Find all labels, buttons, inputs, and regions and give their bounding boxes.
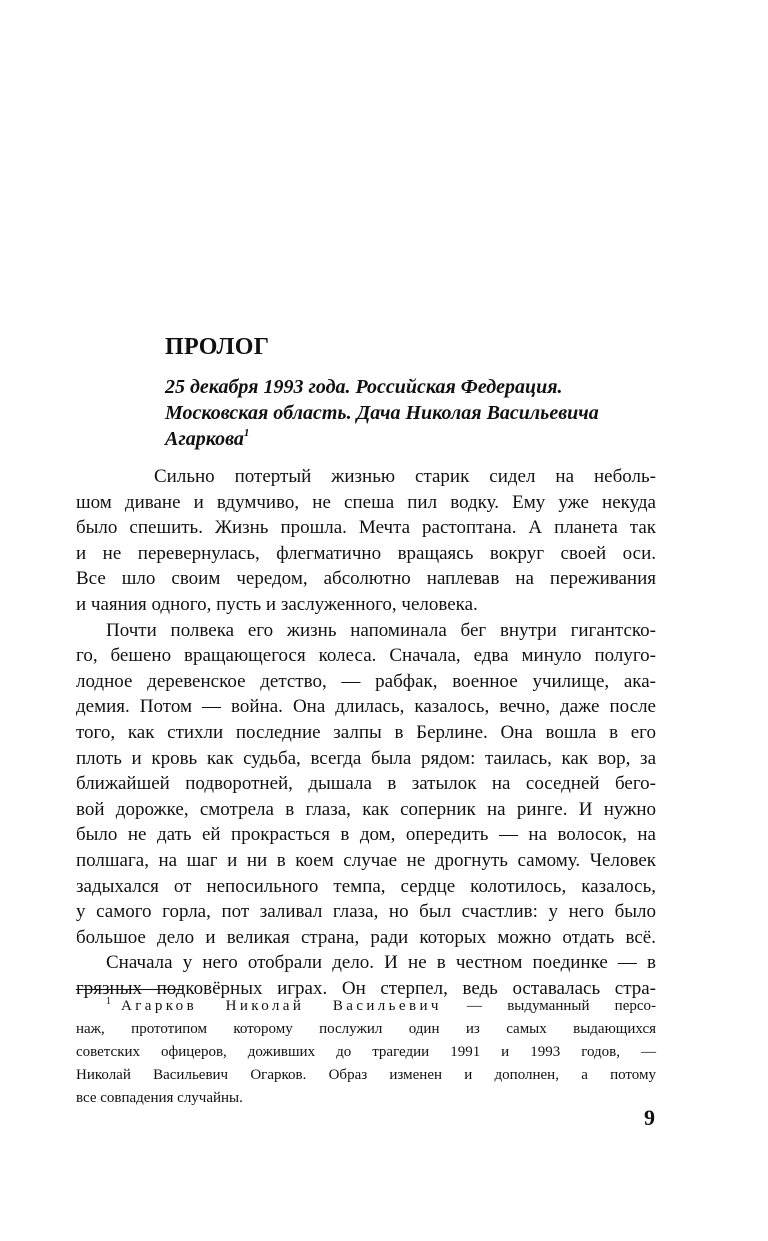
chapter-subheading: [165, 374, 665, 452]
footnote-line: наж, прототипом которому послужил один из самых выдающихся: [76, 1021, 656, 1037]
footnote-line: все совпадения случайны.: [76, 1090, 243, 1106]
text-line: большое дело и великая страна, ради которых можно отдать всё.: [76, 926, 656, 948]
text-line: полшага, на шаг и ни в коем случае не дрогнуть самому. Человек: [76, 849, 656, 871]
text-line: у самого горла, пот заливал глаза, но был счастлив: у него было: [76, 901, 656, 923]
chapter-title: ПРОЛОГ: [165, 334, 270, 360]
subheading-line-text: Агаркова: [165, 428, 244, 450]
footnote-line: [76, 995, 656, 1018]
footnote-reference[interactable]: 1: [243, 427, 250, 439]
text-line: демия. Потом — война. Она длилась, казалось, вечно, даже после: [76, 696, 656, 718]
text-line: того, как стихли последние залпы в Берлине. Она вошла в его: [76, 721, 656, 743]
text-line: Почти полвека его жизнь напоминала бег внутри гигантско-: [106, 619, 656, 641]
text-line: плоть и кровь как судьба, всегда была рядом: таилась, как вор, за: [76, 747, 656, 769]
page-number: 9: [644, 1105, 655, 1130]
subheading-line: 25 декабря 1993 года. Российская Федерация.: [165, 376, 563, 398]
footnote-line: советских офицеров, доживших до трагедии 1991 и 1993 годов, —: [76, 1044, 656, 1060]
subheading-line: [165, 426, 665, 452]
footnote-divider: [76, 989, 182, 990]
text-line: и не перевернулась, флегматично вращаясь вокруг своей оси.: [76, 542, 656, 564]
footnote-line-rest: — выдуманный персо-: [441, 998, 656, 1014]
footnote-line: Николай Васильевич Огарков. Образ изменен и дополнен, а потому: [76, 1067, 656, 1083]
subheading-line: Московская область. Дача Николая Васильевича: [165, 402, 599, 424]
text-line: ближайшей подворотней, дышала в затылок на соседней бего-: [76, 773, 656, 795]
text-line: грязных подковёрных играх. Он стерпел, ведь оставалась стра-: [76, 977, 656, 999]
text-line: лодное деревенское детство, — рабфак, военное училище, ака-: [76, 670, 656, 692]
text-line: Все шло своим чередом, абсолютно наплевав на переживания: [76, 568, 656, 590]
text-line: и чаяния одного, пусть и заслуженного, человека.: [76, 593, 478, 615]
text-line: было спешить. Жизнь прошла. Мечта растоптана. А планета так: [76, 517, 656, 539]
footnote: [76, 995, 656, 1110]
footnote-name: Агарков Николай Васильевич: [121, 998, 442, 1014]
text-line: Сначала у него отобрали дело. И не в честном поединке — в: [106, 952, 656, 974]
text-line: вой дорожке, смотрела в глаза, как соперник на ринге. И нужно: [76, 798, 656, 820]
text-line: Сильно потертый жизнью старик сидел на неболь-: [154, 466, 656, 487]
text-line: было не дать ей прокрасться в дом, опередить — на волосок, на: [76, 824, 656, 846]
text-line: шом диване и вдумчиво, не спеша пил водку. Ему уже некуда: [76, 491, 656, 513]
footnote-mark: 1: [106, 996, 111, 1007]
body-text: [76, 464, 656, 1001]
text-line: го, бешено вращающегося колеса. Сначала, едва минуло полуго-: [76, 645, 656, 667]
text-line: задыхался от непосильного темпа, сердце колотилось, казалось,: [76, 875, 656, 897]
